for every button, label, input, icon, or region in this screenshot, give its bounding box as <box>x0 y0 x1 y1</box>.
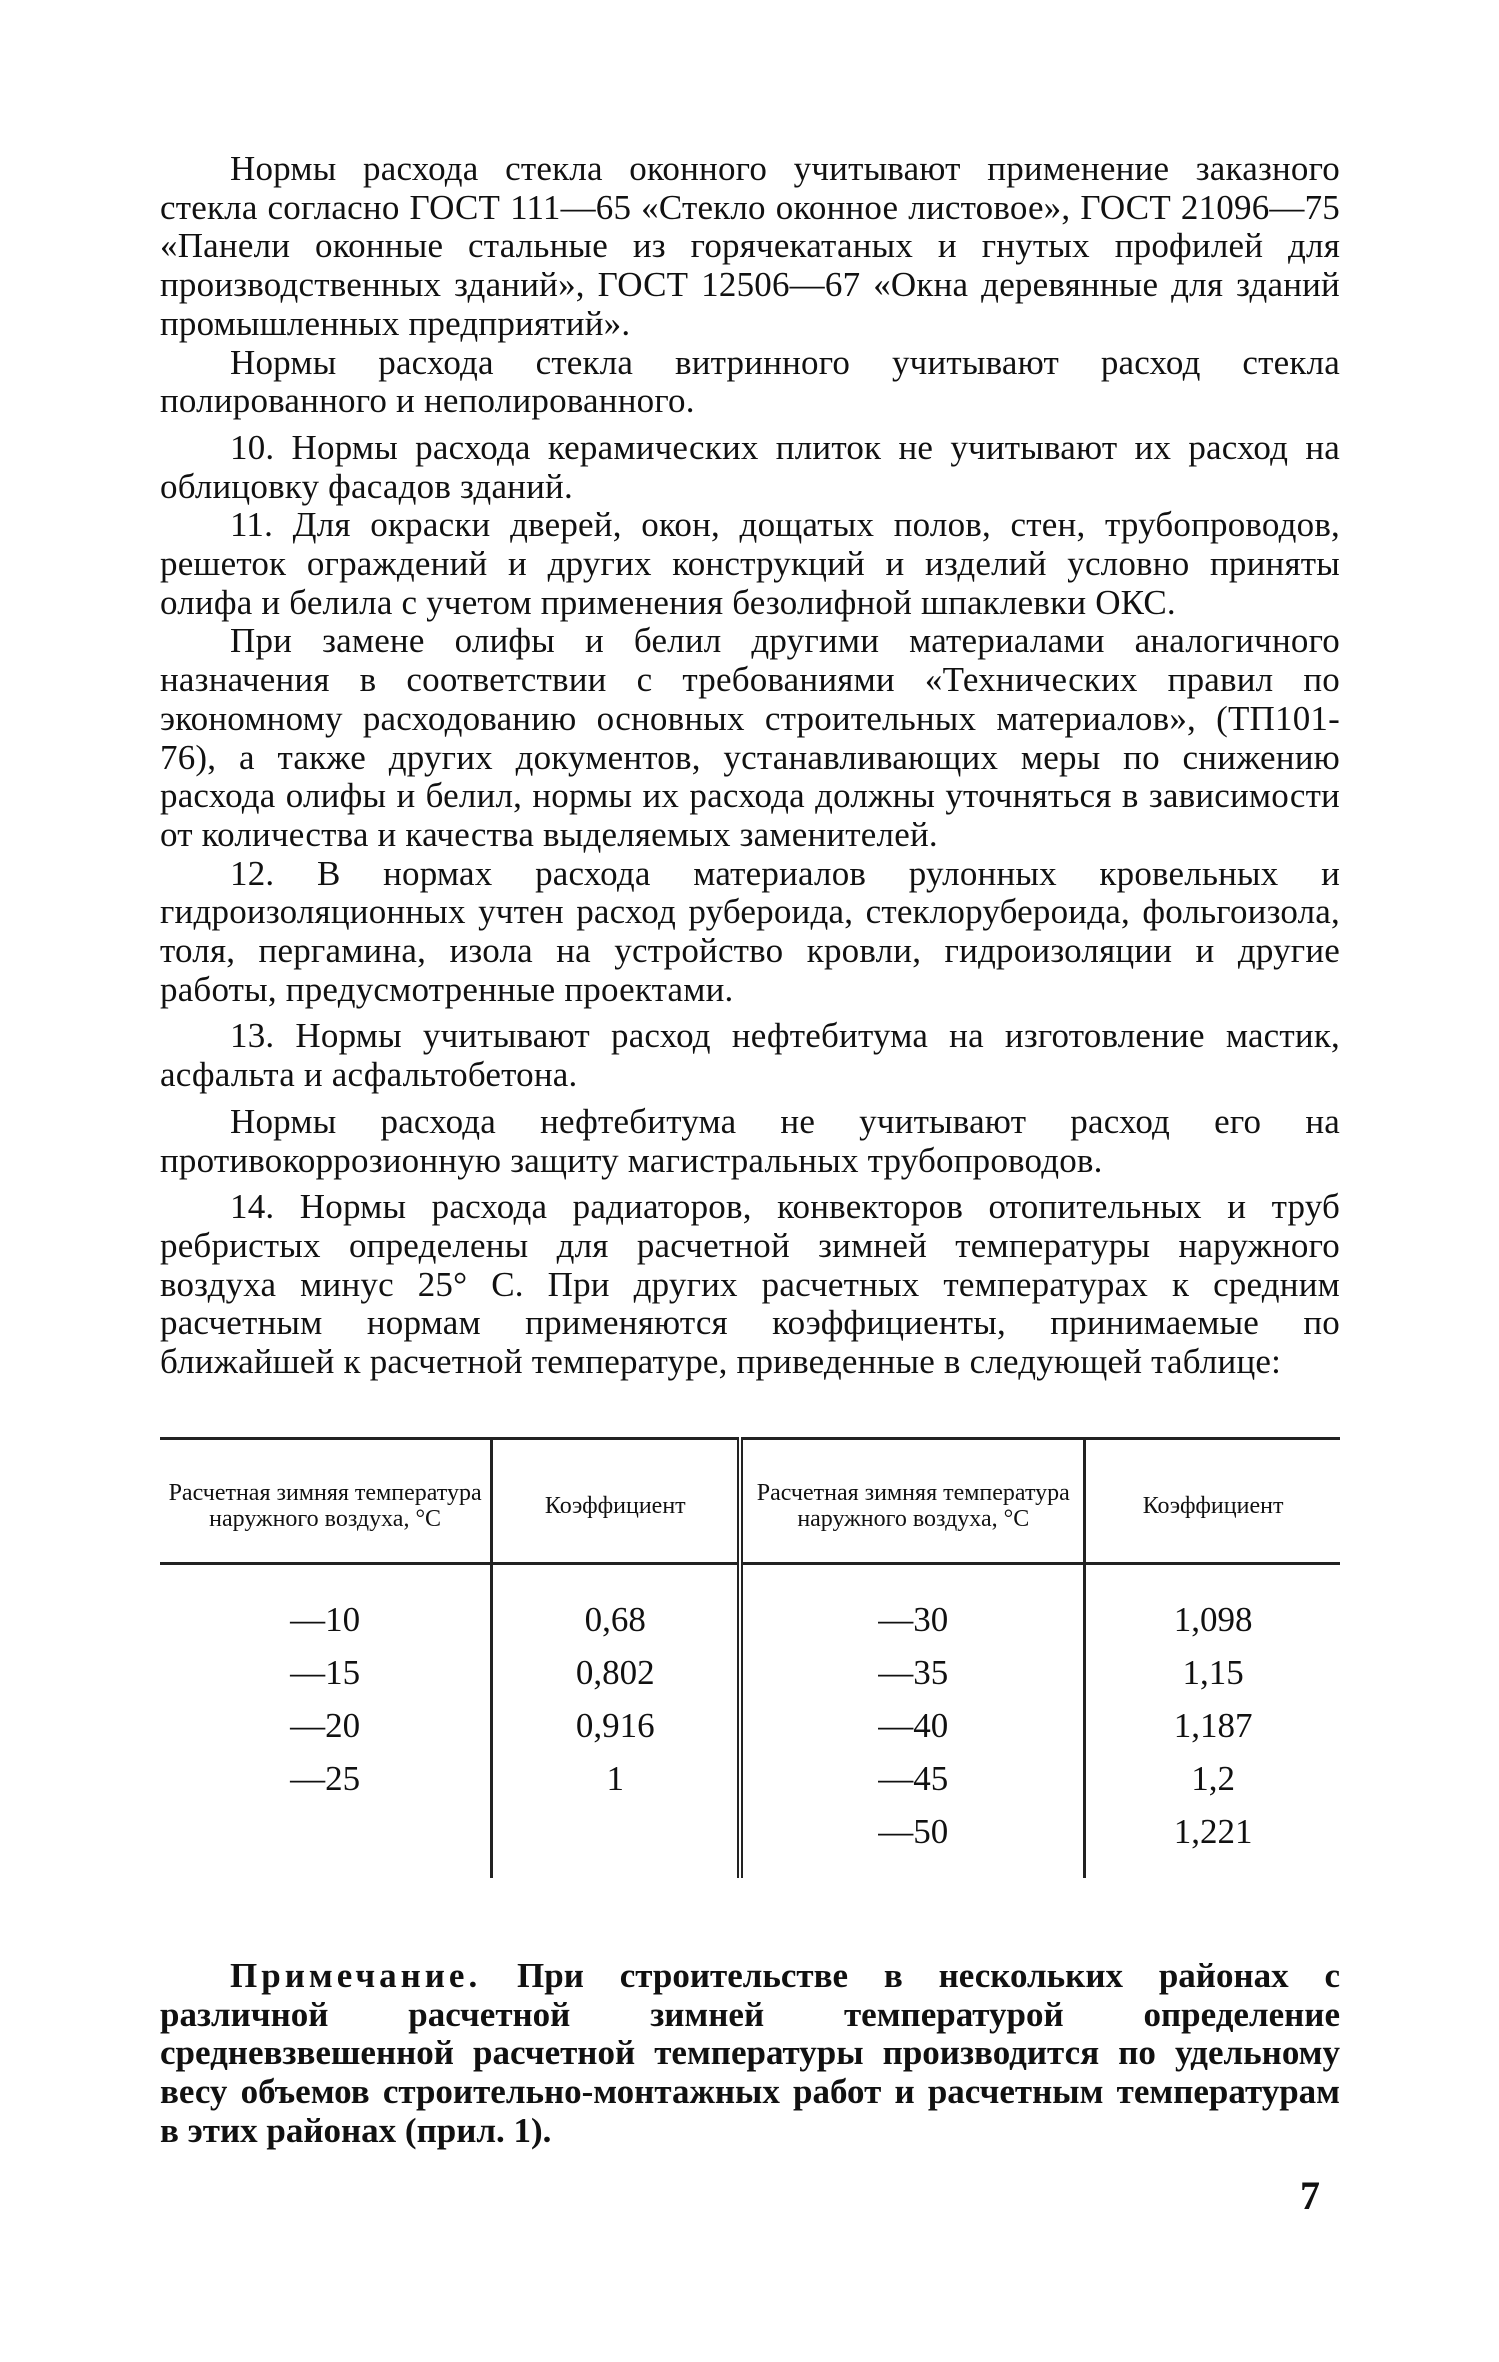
paragraph: При замене олифы и белил другими материалами аналогичного назначения в соответствии с требованиями «Технических правил по экономному расходованию основных строительных материалов», (ТП101-76), а также других документов, устанавливающих меры по снижению расхода олифы и белил, нормы их расхода должны уточняться в зависимости от количества и качества выделяемых заменителей. <box>160 621 1340 854</box>
cell-temperature: —40 <box>740 1699 1084 1752</box>
cell-temperature: —25 <box>160 1752 492 1805</box>
cell-temperature: —15 <box>160 1646 492 1699</box>
cell-temperature: —45 <box>740 1752 1084 1805</box>
table-row <box>160 1752 1340 1805</box>
cell-temperature: —10 <box>160 1564 492 1647</box>
page-number: 7 <box>1300 2173 1320 2218</box>
paragraph: 13. Нормы учитывают расход нефтебитума на изготовление мастик, асфальта и асфальтобетона. <box>160 1016 1340 1095</box>
cell-coefficient: 0,802 <box>492 1646 741 1699</box>
paragraph: Нормы расхода нефтебитума не учитывают расход его на противокоррозионную защиту магистральных трубопроводов. <box>160 1101 1340 1180</box>
cell-coefficient: 0,68 <box>492 1564 741 1647</box>
paragraph: 11. Для окраски дверей, окон, дощатых полов, стен, трубопроводов, решеток ограждений и других конструкций и изделий условно приняты олифа и белила с учетом применения безолифной шпаклевки ОКС. <box>160 505 1340 622</box>
cell-coefficient: 1,098 <box>1173 1600 1253 1639</box>
cell-temperature: —30 <box>740 1564 1084 1647</box>
table-row <box>160 1646 1340 1699</box>
paragraph: Нормы расхода стекла витринного учитывают расход стекла полированного и неполированного. <box>160 342 1340 421</box>
note-label: Примечание. <box>230 1956 482 1995</box>
cell-coefficient: 1,15 <box>1182 1653 1244 1692</box>
cell-coefficient: 1 <box>492 1752 741 1805</box>
header-coefficient: Коэффициент <box>1085 1439 1340 1564</box>
note-text: При строительстве в нескольких районах с различной расчетной зимней температурой определение средневзвешенной расчетной температуры производится по удельному весу объемов строительно-монтажных работ и расчетным температурам в этих районах (прил. 1). <box>160 1956 1340 2150</box>
cell-temperature <box>160 1805 492 1878</box>
cell-coefficient: 1,2 <box>1191 1759 1235 1798</box>
cell-coefficient: 1,221 <box>1173 1812 1253 1851</box>
cell-coefficient: 1,187 <box>1173 1706 1253 1745</box>
paragraph: 12. В нормах расхода материалов рулонных кровельных и гидроизоляционных учтен расход рубероида, стеклорубероида, фольгоизола, толя, пергамина, изола на устройство кровли, гидроизоляции и другие работы, предусмотренные проектами. <box>160 853 1340 1009</box>
table-row <box>160 1564 1340 1647</box>
table-note <box>160 1957 1340 2151</box>
cell-temperature: —50 <box>740 1805 1084 1878</box>
paragraph: 14. Нормы расхода радиаторов, конвекторов отопительных и труб ребристых определены для расчетной зимней температуры наружного воздуха минус 25° С. При других расчетных температурах к средним расчетным нормам применяются коэффициенты, принимаемые по ближайшей к расчетной температуре, приведенные в следующей таблице: <box>160 1187 1340 1382</box>
header-temperature: Расчетная зимняя температура наружного воздуха, °С <box>740 1439 1084 1564</box>
table-row <box>160 1805 1340 1878</box>
cell-temperature: —35 <box>740 1646 1084 1699</box>
coefficient-table <box>160 1437 1340 1878</box>
paragraph: Нормы расхода стекла оконного учитывают применение заказного стекла согласно ГОСТ 111—65 «Стекло оконное листовое», ГОСТ 21096—75 «Панели оконные стальные из горячекатаных и гнутых профилей для производственных зданий», ГОСТ 12506—67 «Окна деревянные для зданий промышленных предприятий». <box>160 149 1340 343</box>
table-header-row <box>160 1439 1340 1564</box>
paragraph: 10. Нормы расхода керамических плиток не учитывают их расход на облицовку фасадов зданий. <box>160 427 1340 506</box>
cell-temperature: —20 <box>160 1699 492 1752</box>
body-text <box>160 150 1340 1382</box>
table-row <box>160 1699 1340 1752</box>
cell-coefficient <box>492 1805 741 1878</box>
cell-coefficient: 0,916 <box>492 1699 741 1752</box>
header-temperature: Расчетная зимняя температура наружного воздуха, °С <box>160 1439 492 1564</box>
header-coefficient: Коэффициент <box>492 1439 741 1564</box>
